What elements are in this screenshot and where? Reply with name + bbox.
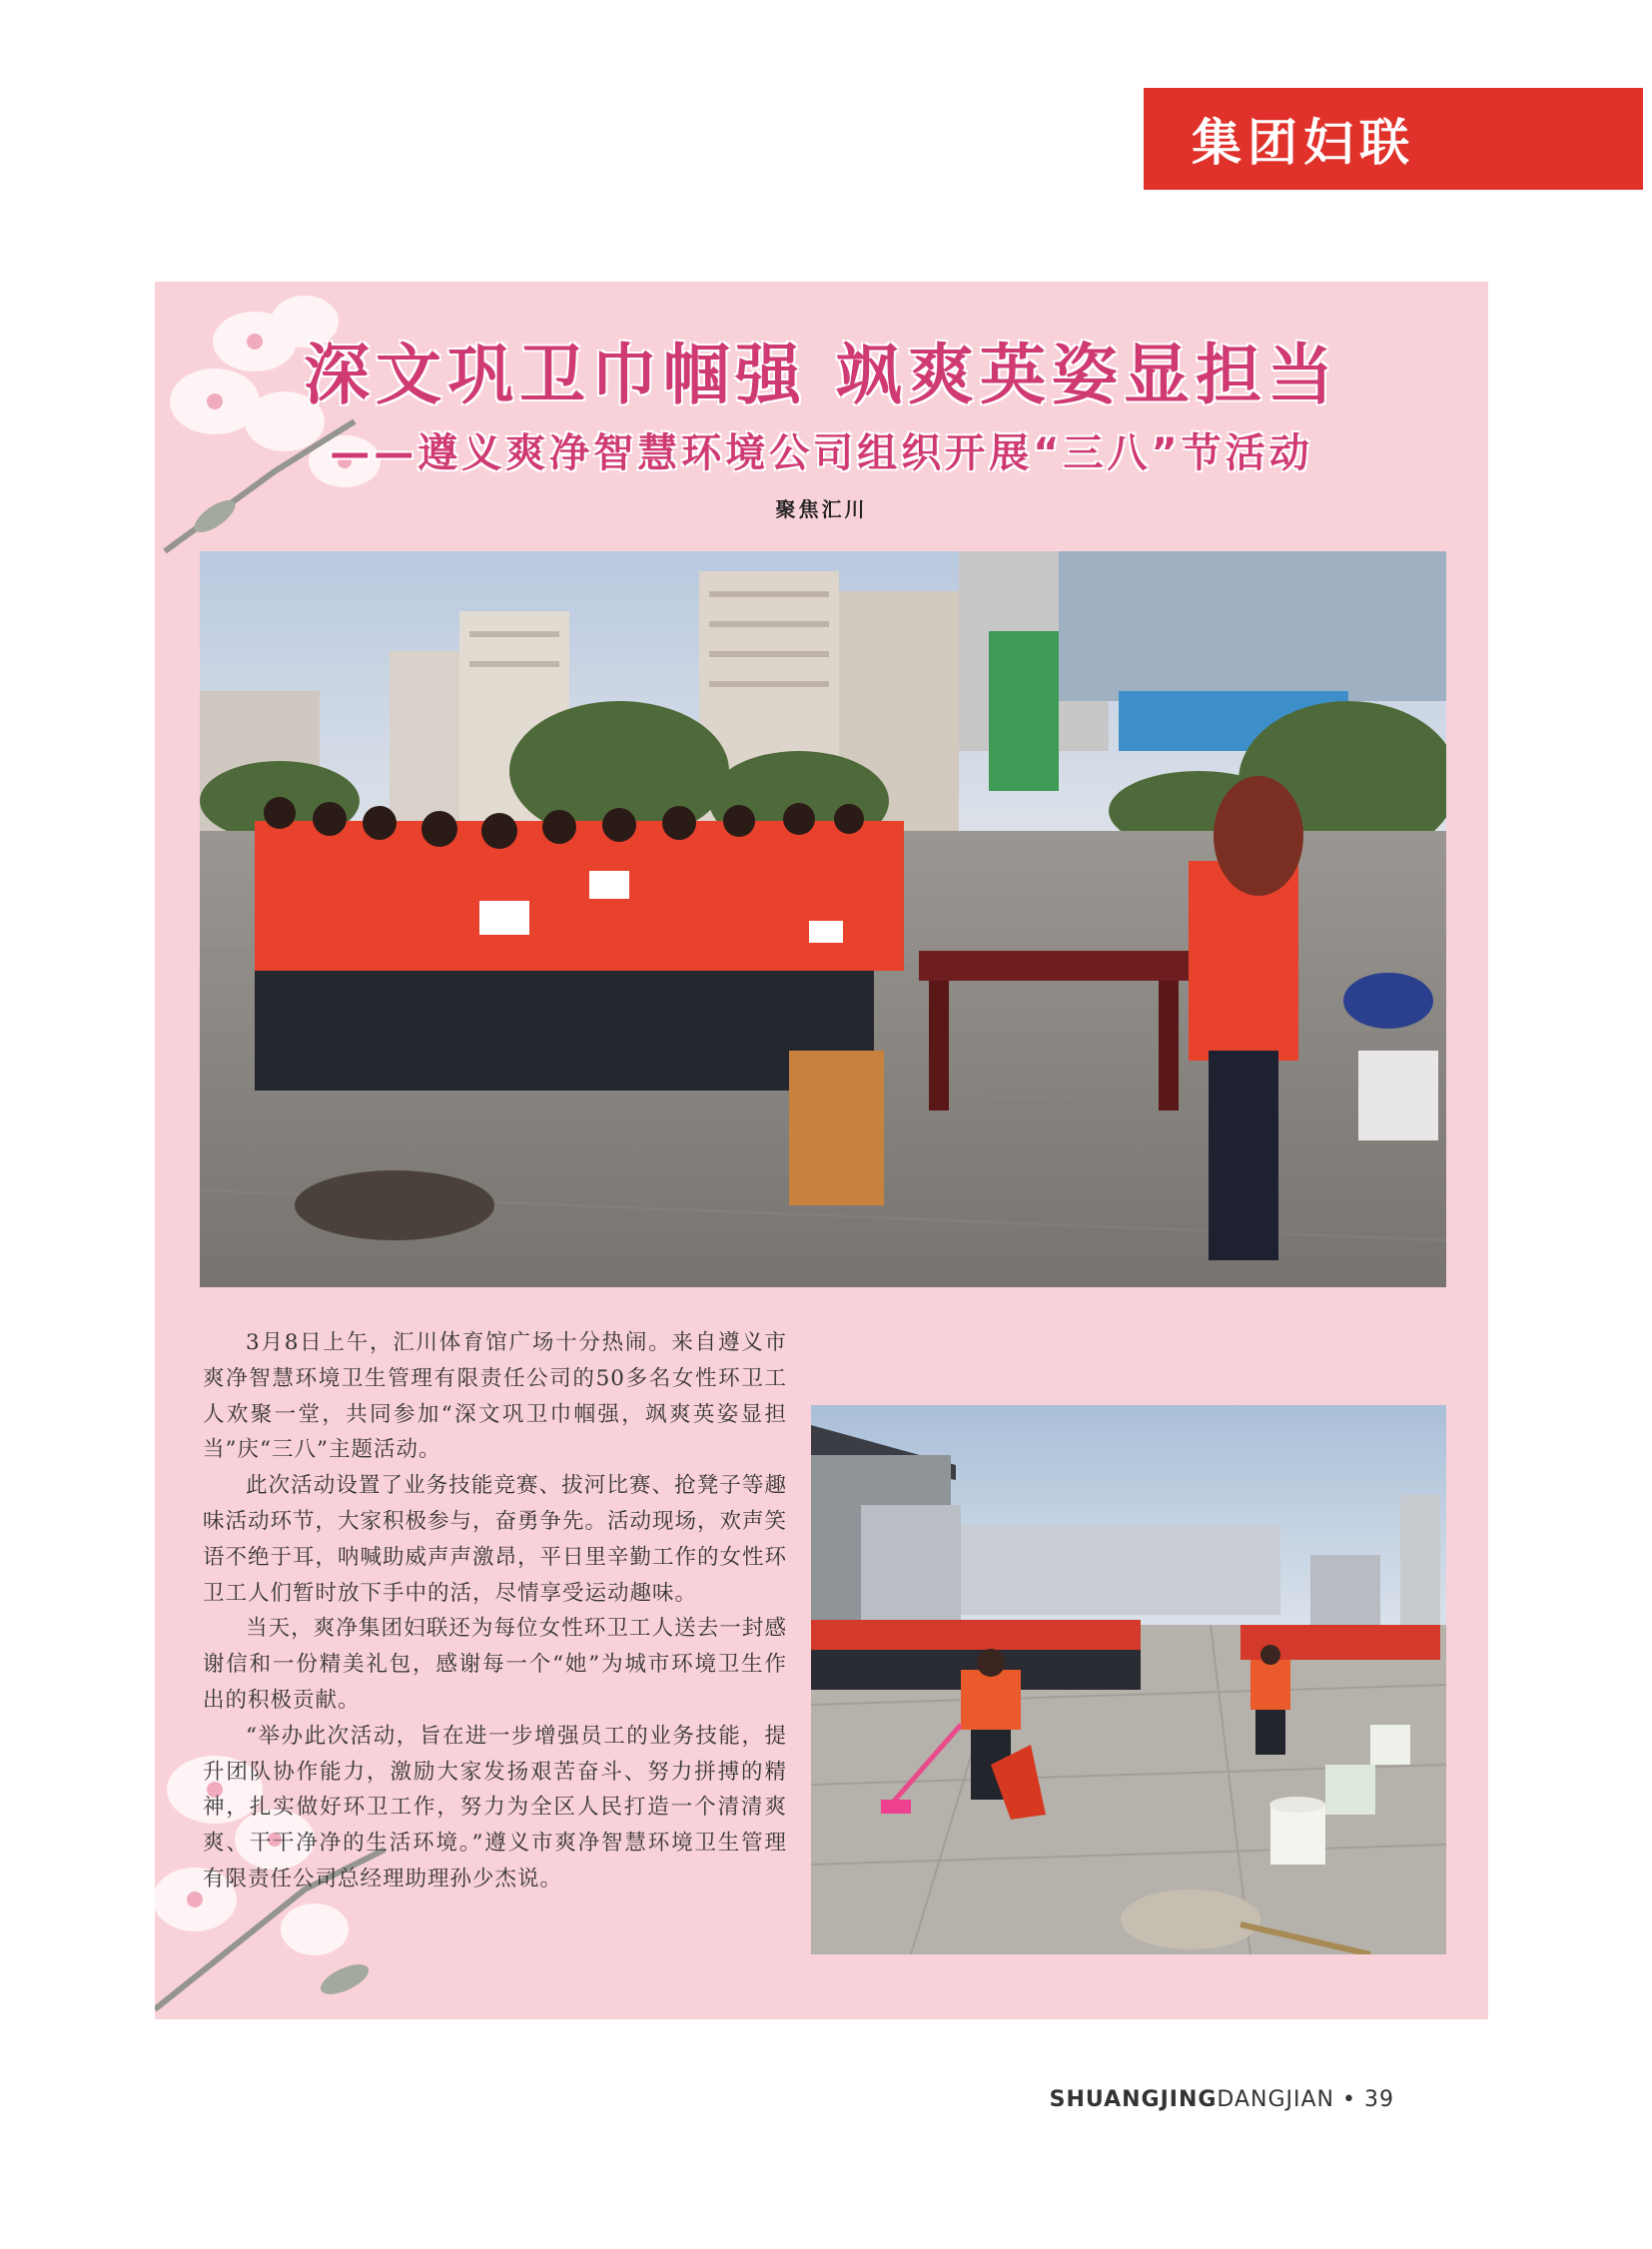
event-group-photo: [200, 551, 1446, 1287]
section-tag: 集团妇联: [1144, 88, 1643, 190]
article-paragraph: 3月8日上午，汇川体育馆广场十分热闹。来自遵义市爽净智慧环境卫生管理有限责任公司的50多名女性环卫工人欢聚一堂，共同参加“深文巩卫巾帼强，飒爽英姿显担当”庆“三八”主题活动。: [203, 1330, 787, 1463]
footer-separator: •: [1342, 2087, 1356, 2112]
article-subtitle: ——遵义爽净智慧环境公司组织开展“三八”节活动: [330, 430, 1313, 476]
article-paragraph: 此次活动设置了业务技能竞赛、拔河比赛、抢凳子等趣味活动环节，大家积极参与，奋勇争先。活动现场，欢声笑语不绝于耳，呐喊助威声声激昂，平日里辛勤工作的女性环卫工人们暂时放下手中的活，尽情享受运动趣味。: [203, 1473, 788, 1606]
article-panel: [155, 282, 1488, 2019]
sweeping-contest-photo: [811, 1405, 1446, 1954]
article-paragraph: “举办此次活动，旨在进一步增强员工的业务技能，提升团队协作能力，激励大家发扬艰苦奋斗、努力拼搏的精神，扎实做好环卫工作，努力为全区人民打造一个清清爽爽、干干净净的生活环境。”遵义市爽净智慧环境卫生管理有限责任公司总经理助理孙少杰说。: [203, 1723, 787, 1891]
page-number: 39: [1364, 2087, 1394, 2112]
article-paragraph: 当天，爽净集团妇联还为每位女性环卫工人送去一封感谢信和一份精美礼包，感谢每一个“她”为城市环境卫生作出的积极贡献。: [203, 1616, 787, 1713]
article-byline: 聚焦汇川: [775, 497, 868, 521]
footer-brand-light: DANGJIAN: [1217, 2087, 1335, 2112]
footer-brand-bold: SHUANGJING: [1049, 2087, 1218, 2112]
article-body: [203, 1325, 787, 1897]
page-footer: [1050, 2087, 1394, 2112]
article-title: 深文巩卫巾帼强 飒爽英姿显担当: [304, 337, 1339, 413]
